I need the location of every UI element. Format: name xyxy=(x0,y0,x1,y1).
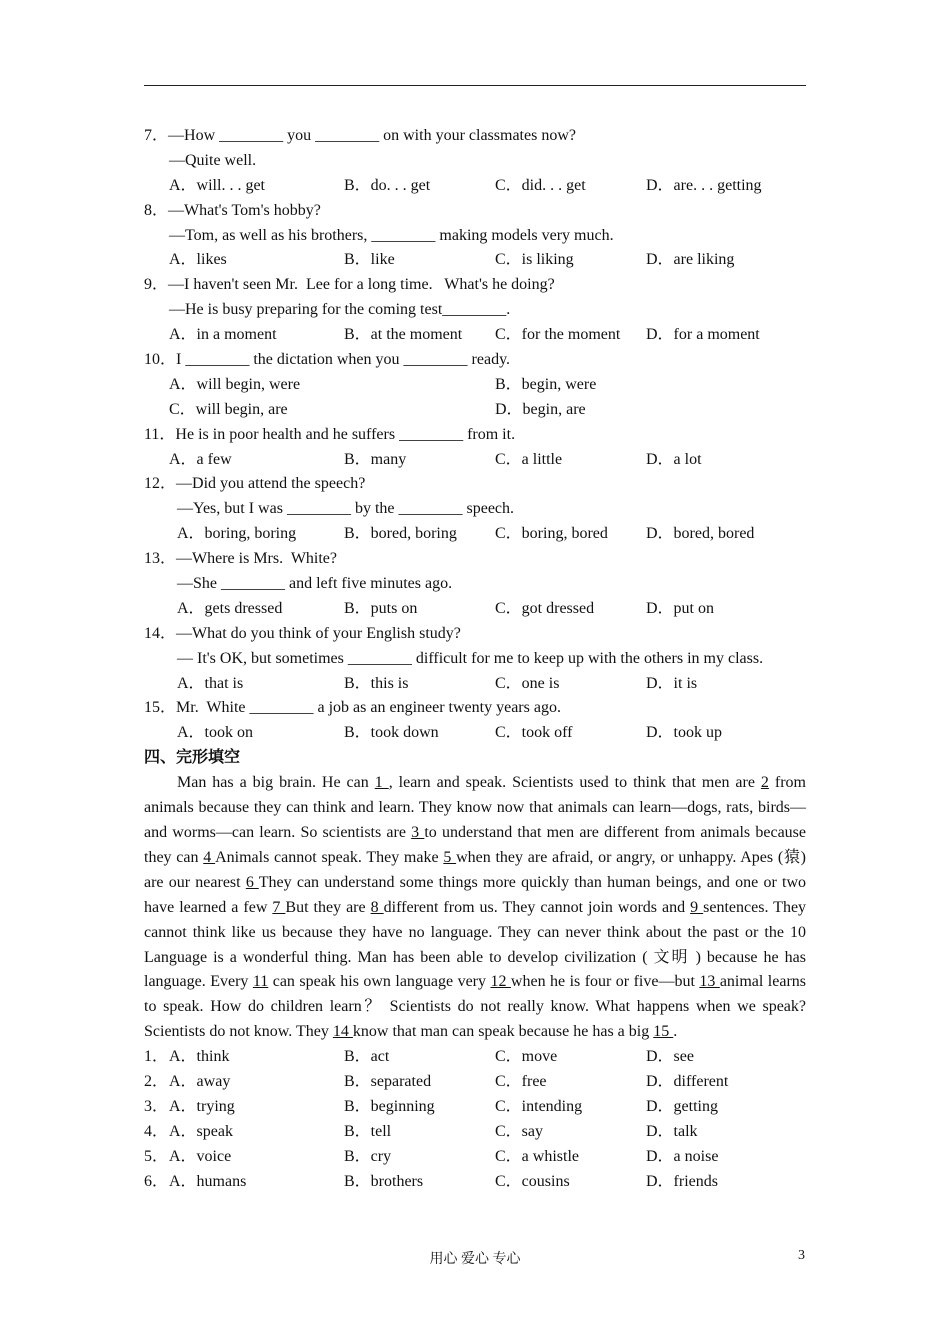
option-a[interactable]: A．gets dressed xyxy=(177,599,283,617)
option-d[interactable]: D．see xyxy=(646,1048,694,1066)
passage-text: animal learns to speak. How do children learn？ Scientists do not really know. What happens when we speak? Scientists do not know. They xyxy=(144,973,807,1041)
cloze-number: 3． xyxy=(144,1097,169,1115)
option-b[interactable]: B．at the moment xyxy=(344,326,463,344)
question-number: 13． xyxy=(144,550,177,568)
option-a[interactable]: A．think xyxy=(169,1048,230,1066)
option-b[interactable]: B．tell xyxy=(344,1122,392,1140)
question-9-reply: —He is busy preparing for the coming test________. xyxy=(169,301,511,319)
question-12-reply: —Yes, but I was ________ by the ________ speech. xyxy=(177,500,515,518)
passage-text: But they are xyxy=(285,898,371,916)
question-number: 12． xyxy=(144,475,177,493)
blank-7: 7 xyxy=(272,898,286,916)
question-7-reply: —Quite well. xyxy=(169,151,257,169)
blank-6: 6 xyxy=(245,873,259,891)
option-d[interactable]: D．talk xyxy=(646,1122,698,1140)
question-7-options xyxy=(144,174,806,199)
blank-11: 11 xyxy=(252,973,269,991)
option-c[interactable]: C．intending xyxy=(495,1097,583,1115)
option-d[interactable]: D．begin, are xyxy=(495,400,586,418)
option-b[interactable]: B．cry xyxy=(344,1147,392,1165)
question-15 xyxy=(144,696,806,721)
option-b[interactable]: B．begin, were xyxy=(495,375,597,393)
question-number: 11． xyxy=(144,425,176,443)
footer-motto: 用心 爱心 专心 xyxy=(429,1252,521,1267)
option-c[interactable]: C．a whistle xyxy=(495,1147,579,1165)
option-c[interactable]: C．for the moment xyxy=(495,326,621,344)
option-a[interactable]: A．voice xyxy=(169,1147,232,1165)
option-b[interactable]: B．this is xyxy=(344,674,409,692)
question-8-options xyxy=(144,248,806,273)
option-b[interactable]: B．do. . . get xyxy=(344,176,431,194)
blank-9: 9 xyxy=(690,898,704,916)
passage-text: Man has a big brain. He can xyxy=(177,774,375,792)
option-c[interactable]: C．one is xyxy=(495,674,560,692)
cloze-options-1 xyxy=(144,1045,806,1070)
option-a[interactable]: A．boring, boring xyxy=(177,525,297,543)
passage-text: when he is four or five—but xyxy=(510,973,700,991)
question-8 xyxy=(144,199,806,224)
blank-3: 3 xyxy=(411,823,425,841)
question-number: 15． xyxy=(144,699,177,717)
blank-12: 12 xyxy=(490,973,511,991)
option-b[interactable]: B．separated xyxy=(344,1073,432,1091)
option-a[interactable]: A．trying xyxy=(169,1097,235,1115)
passage-text: sentences. They cannot think like us because they have no language. They can never think about the past or the 10 Language is a wonderful thing. Man has been able to develop civilization ( 文明 ) because he has language. Every xyxy=(144,898,807,991)
option-b[interactable]: B．bored, boring xyxy=(344,525,457,543)
cloze-passage xyxy=(144,771,806,1045)
question-stem: —Did you attend the speech? xyxy=(176,475,366,493)
question-11 xyxy=(144,423,806,448)
option-d[interactable]: D．are. . . getting xyxy=(646,176,762,194)
option-d[interactable]: D．put on xyxy=(646,599,715,617)
option-b[interactable]: B．act xyxy=(344,1048,390,1066)
option-c[interactable]: C．a little xyxy=(495,450,563,468)
page-footer xyxy=(0,1248,950,1268)
option-d[interactable]: D．different xyxy=(646,1073,729,1091)
question-stem: —I haven't seen Mr. Lee for a long time. What's he doing? xyxy=(168,276,555,294)
blank-5: 5 xyxy=(443,848,457,866)
option-a[interactable]: A．speak xyxy=(169,1122,233,1140)
passage-text: from animals because they can think and learn. They know now that animals can learn—dogs, rats, birds—and worms—can learn. So scientists are xyxy=(144,774,806,841)
option-c[interactable]: C．did. . . get xyxy=(495,176,586,194)
option-a[interactable]: A．took on xyxy=(177,724,254,742)
option-b[interactable]: B．took down xyxy=(344,724,439,742)
question-number: 14． xyxy=(144,624,177,642)
passage-text: They can understand some things more quickly than human beings, and one or two have learned a few xyxy=(144,873,806,916)
question-12-options xyxy=(144,522,806,547)
question-14-options xyxy=(144,672,806,697)
cloze-number: 4． xyxy=(144,1122,169,1140)
option-a[interactable]: A．away xyxy=(169,1073,231,1091)
passage-text: can speak his own language very xyxy=(268,973,491,991)
question-number: 8． xyxy=(144,201,169,219)
question-13-options xyxy=(144,597,806,622)
question-number: 9． xyxy=(144,276,169,294)
question-stem: —Where is Mrs. White? xyxy=(176,550,338,568)
option-c[interactable]: C．took off xyxy=(495,724,573,742)
option-d[interactable]: D．a lot xyxy=(646,450,702,468)
option-b[interactable]: B．beginning xyxy=(344,1097,435,1115)
option-a[interactable]: A．will. . . get xyxy=(169,176,265,194)
option-c[interactable]: C．say xyxy=(495,1122,544,1140)
passage-text: know that man can speak because he has a big xyxy=(352,1023,654,1041)
question-12 xyxy=(144,472,806,497)
question-9-options xyxy=(144,323,806,348)
cloze-number: 6． xyxy=(144,1172,169,1190)
question-7 xyxy=(144,124,806,149)
question-number: 7． xyxy=(144,127,169,144)
blank-13: 13 xyxy=(699,973,720,991)
cloze-number: 2． xyxy=(144,1073,169,1091)
cloze-options-6 xyxy=(144,1170,806,1195)
option-c[interactable]: C．is liking xyxy=(495,251,574,269)
option-a[interactable]: A．likes xyxy=(169,251,227,269)
passage-text: different from us. They cannot join words and xyxy=(383,898,691,916)
blank-4: 4 xyxy=(203,848,216,866)
option-c[interactable]: C．cousins xyxy=(495,1172,570,1190)
passage-text: . xyxy=(673,1023,678,1041)
option-d[interactable]: D．for a moment xyxy=(646,326,760,344)
option-d[interactable]: D．bored, bored xyxy=(646,525,755,543)
cloze-options-3 xyxy=(144,1095,806,1120)
option-b[interactable]: B．like xyxy=(344,251,395,269)
question-14 xyxy=(144,622,806,647)
option-c[interactable]: C．got dressed xyxy=(495,599,595,617)
question-9 xyxy=(144,273,806,298)
option-b[interactable]: B．puts on xyxy=(344,599,418,617)
cloze-number: 1． xyxy=(144,1048,169,1066)
passage-text: to understand that men are different from animals because they can xyxy=(144,823,806,866)
page-number: 3 xyxy=(798,1248,805,1263)
question-stem: —What's Tom's hobby? xyxy=(168,201,321,219)
blank-2: 2 xyxy=(760,774,769,792)
question-10 xyxy=(144,348,806,373)
option-a[interactable]: A．humans xyxy=(169,1172,247,1190)
section-title: 四、完形填空 xyxy=(144,749,241,767)
question-10-options-row2 xyxy=(144,398,806,423)
question-number: 10． xyxy=(144,351,177,369)
option-c[interactable]: C．free xyxy=(495,1073,547,1091)
option-c[interactable]: C．will begin, are xyxy=(169,400,288,418)
question-8-reply: —Tom, as well as his brothers, ________ making models very much. xyxy=(169,226,614,244)
cloze-options-2 xyxy=(144,1070,806,1095)
passage-text: Animals cannot speak. They make xyxy=(215,848,444,866)
question-13 xyxy=(144,547,806,572)
blank-15: 15 xyxy=(653,1023,674,1041)
option-a[interactable]: A．that is xyxy=(177,674,244,692)
question-stem: Mr. White ________ a job as an engineer twenty years ago. xyxy=(176,699,561,717)
blank-8: 8 xyxy=(370,898,384,916)
question-stem: —What do you think of your English study? xyxy=(176,624,461,642)
question-stem: I ________ the dictation when you ________ ready. xyxy=(176,351,511,369)
option-b[interactable]: B．many xyxy=(344,450,407,468)
option-a[interactable]: A．a few xyxy=(169,450,232,468)
question-stem: He is in poor health and he suffers ________ from it. xyxy=(175,425,516,443)
passage-text: when they are afraid, or angry, or unhappy. Apes (猿) are our nearest xyxy=(144,848,807,891)
option-d[interactable]: D．are liking xyxy=(646,251,735,269)
question-14-reply: — It's OK, but sometimes ________ difficult for me to keep up with the others in my class. xyxy=(177,649,764,667)
blank-14: 14 xyxy=(332,1023,353,1041)
question-11-options xyxy=(144,448,806,473)
cloze-options-5 xyxy=(144,1145,806,1170)
header-rule xyxy=(144,85,806,86)
question-13-reply: —She ________ and left five minutes ago. xyxy=(177,575,453,593)
cloze-number: 5． xyxy=(144,1147,169,1165)
option-d[interactable]: D．friends xyxy=(646,1172,718,1190)
document-body xyxy=(144,124,806,1194)
passage-text: , learn and speak. Scientists used to think that men are xyxy=(388,774,761,792)
option-a[interactable]: A．in a moment xyxy=(169,326,277,344)
option-c[interactable]: C．boring, bored xyxy=(495,525,608,543)
option-d[interactable]: D．a noise xyxy=(646,1147,719,1165)
option-d[interactable]: D．took up xyxy=(646,724,723,742)
question-stem: —How ________ you ________ on with your classmates now? xyxy=(168,127,576,144)
blank-1: 1 xyxy=(374,774,389,792)
option-d[interactable]: D．it is xyxy=(646,674,698,692)
cloze-options-4 xyxy=(144,1120,806,1145)
question-10-options-row1 xyxy=(144,373,806,398)
option-b[interactable]: B．brothers xyxy=(344,1172,424,1190)
option-d[interactable]: D．getting xyxy=(646,1097,718,1115)
question-15-options xyxy=(144,721,806,746)
option-c[interactable]: C．move xyxy=(495,1048,558,1066)
option-a[interactable]: A．will begin, were xyxy=(169,375,301,393)
